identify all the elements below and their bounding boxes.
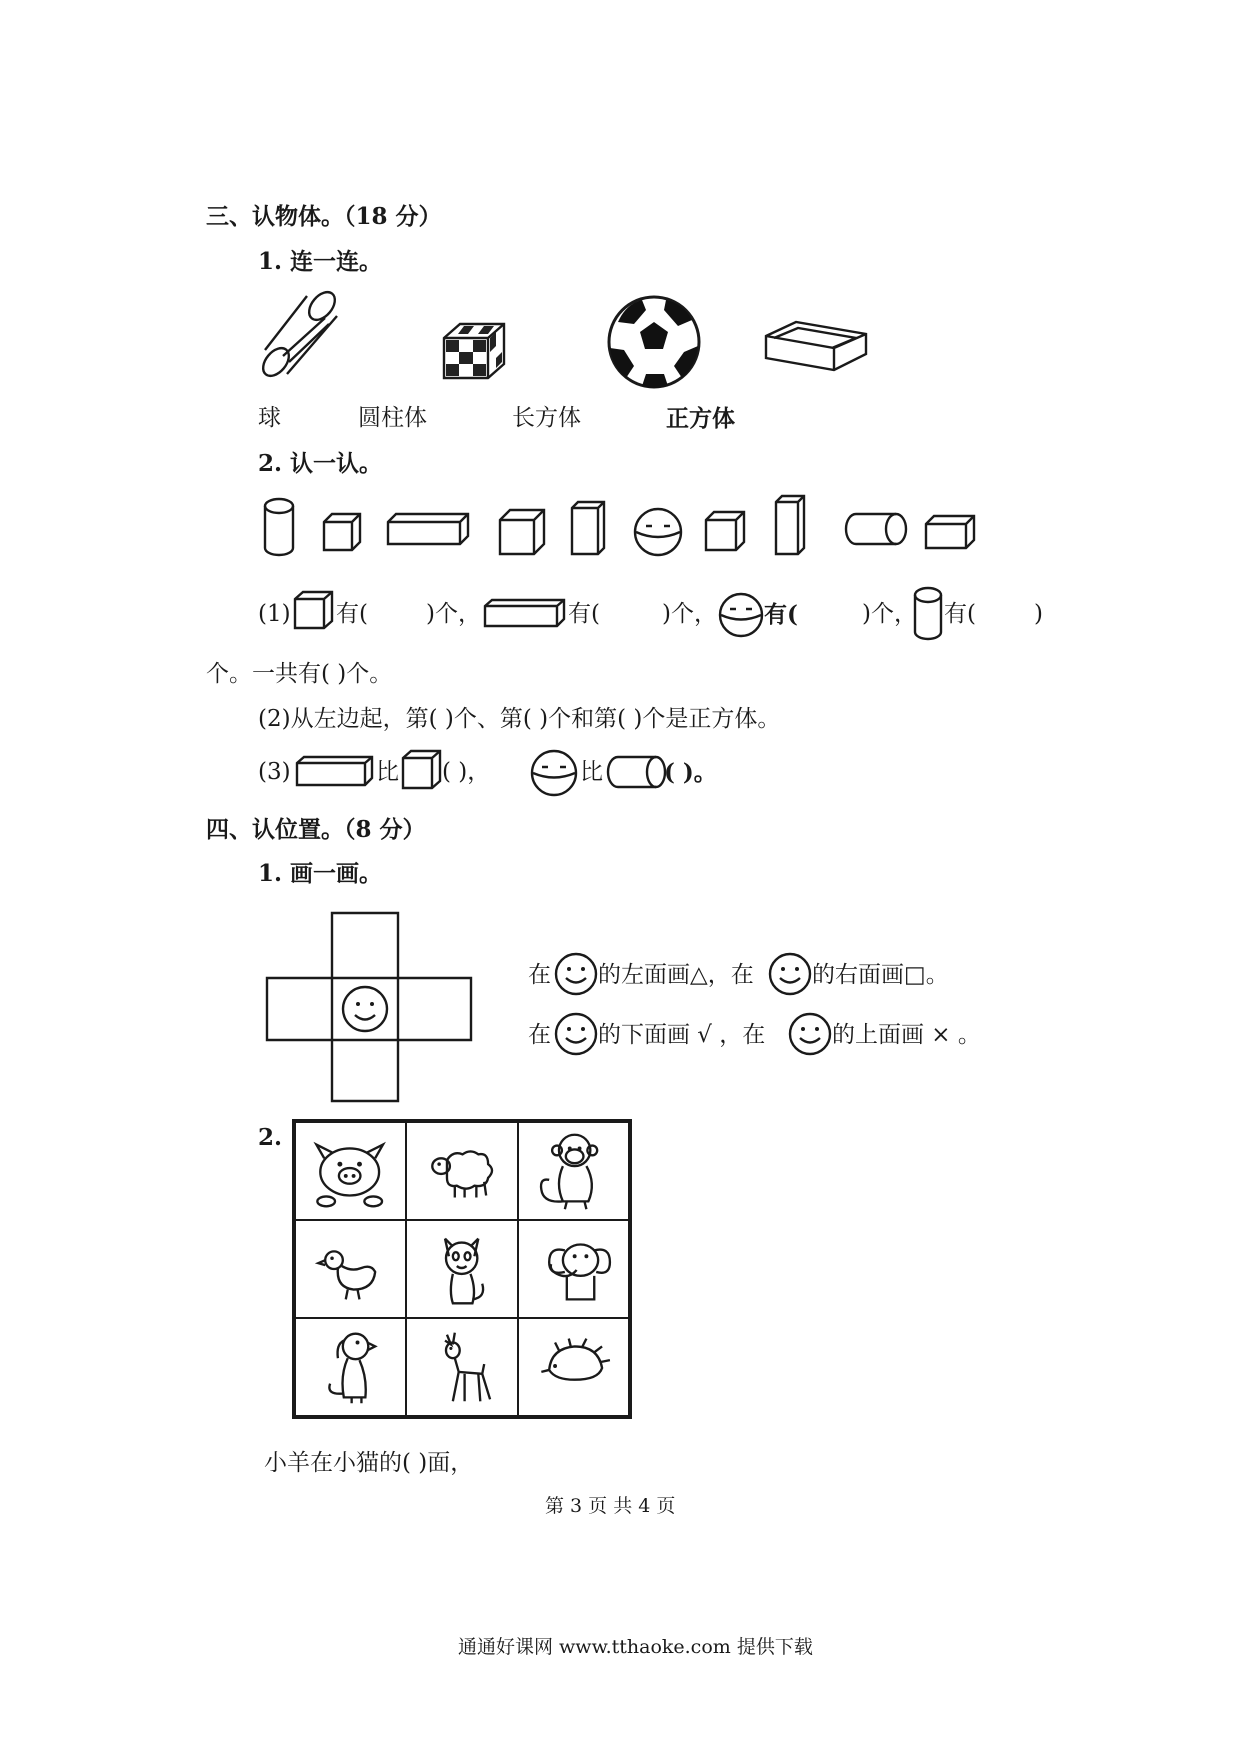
q-3-2-1-c: 有( [568, 601, 600, 627]
pig-icon [296, 1123, 405, 1219]
cell-monkey [518, 1122, 629, 1220]
solid-6-sphere [635, 509, 681, 555]
solid-8-cuboid [776, 496, 804, 554]
q-4-1-line2-b: 的下面画 √ ，在 [598, 1022, 766, 1048]
cell-pig [295, 1122, 406, 1220]
q-3-2-1-a: 有( [336, 601, 368, 627]
q-4-1-line1-a: 在 [528, 962, 551, 988]
q-4-1-line2-c: 的上面画 × 。 [832, 1022, 981, 1048]
solid-2-cube [324, 514, 360, 550]
question-4-1-label: 1. 画一画。 [258, 860, 383, 887]
monkey-icon [519, 1123, 628, 1219]
solid-4-cube [500, 510, 544, 554]
section-4-heading: 四、认位置。（8 分） [206, 816, 426, 843]
q-3-2-3-d: ( )。 [664, 759, 717, 786]
hedgehog-icon [519, 1319, 628, 1415]
chick-icon [296, 1221, 405, 1317]
q-3-2-3-b: ( )， [442, 759, 491, 785]
dog-icon [296, 1319, 405, 1415]
deer-icon [407, 1319, 516, 1415]
rubiks-cube-picture [440, 318, 508, 382]
solid-10-cuboid [926, 516, 974, 548]
q-3-2-1-line2: 个。一共有( )个。 [206, 661, 393, 687]
sheep-icon [407, 1123, 516, 1219]
smiley-icon [788, 1012, 832, 1056]
page-number: 第 3 页 共 4 页 [545, 1495, 676, 1517]
cell-elephant [518, 1220, 629, 1318]
q-4-1-line1-b: 的左面画△，在 [598, 962, 754, 988]
cuboid-icon [484, 599, 566, 627]
cell-deer [406, 1318, 517, 1416]
cuboid-icon-2 [296, 756, 374, 786]
q-3-2-1-f: )个， [862, 601, 917, 627]
q-3-2-3-num: (3) [258, 759, 291, 785]
sphere-icon [718, 592, 764, 638]
solids-row [262, 496, 982, 562]
q-3-2-1-g: 有( [944, 601, 976, 627]
cross-grid-picture [266, 912, 472, 1102]
cylinder-icon [912, 586, 944, 642]
word-cuboid: 长方体 [512, 405, 581, 431]
section-3-heading: 三、认物体。（18 分） [206, 203, 442, 230]
q-4-1-line1-c: 的右面画□。 [812, 962, 949, 988]
cube-icon-2 [402, 750, 442, 790]
q-3-2-1-h: ) [1034, 601, 1043, 627]
word-cube: 正方体 [666, 405, 735, 432]
animal-grid [292, 1119, 632, 1419]
cell-cat [406, 1220, 517, 1318]
sphere-icon-2 [530, 749, 578, 797]
box-picture [762, 318, 872, 376]
q-3-2-1-e: 有( [764, 601, 798, 628]
solid-1-cylinder [265, 499, 293, 555]
cell-chick [295, 1220, 406, 1318]
cell-hedgehog [518, 1318, 629, 1416]
q-3-2-1-d: )个， [662, 601, 717, 627]
solid-5-cuboid [572, 502, 604, 554]
smiley-icon [554, 952, 598, 996]
cylinder-icon-2 [606, 756, 666, 788]
question-4-2-label: 2. [258, 1124, 283, 1151]
solid-9-cylinder [846, 514, 906, 544]
cylinder-pipe-picture [255, 288, 355, 388]
cat-icon [407, 1221, 516, 1317]
q-3-2-1-b: )个， [426, 601, 481, 627]
cell-dog [295, 1318, 406, 1416]
q-4-2-question: 小羊在小猫的( )面， [264, 1450, 474, 1476]
question-3-2-label: 2. 认一认。 [258, 450, 383, 477]
cell-sheep [406, 1122, 517, 1220]
q-3-2-3-a: 比 [376, 759, 399, 785]
q-3-2-2: (2)从左边起，第( )个、第( )个和第( )个是正方体。 [258, 706, 781, 732]
smiley-icon [554, 1012, 598, 1056]
question-3-1-label: 1. 连一连。 [258, 248, 383, 275]
cube-icon [294, 591, 334, 629]
word-cylinder: 圆柱体 [358, 405, 427, 431]
q-4-1-line2-a: 在 [528, 1022, 551, 1048]
solid-7-cube [706, 512, 744, 550]
source-footer: 通通好课网 www.tthaoke.com 提供下载 [458, 1636, 813, 1658]
elephant-icon [519, 1221, 628, 1317]
smiley-icon [768, 952, 812, 996]
word-sphere: 球 [258, 405, 281, 431]
q-3-2-1-num: (1) [258, 601, 291, 627]
soccer-ball-picture [606, 294, 702, 390]
q-3-2-3-c: 比 [580, 759, 603, 785]
solid-3-cuboid [388, 514, 468, 544]
